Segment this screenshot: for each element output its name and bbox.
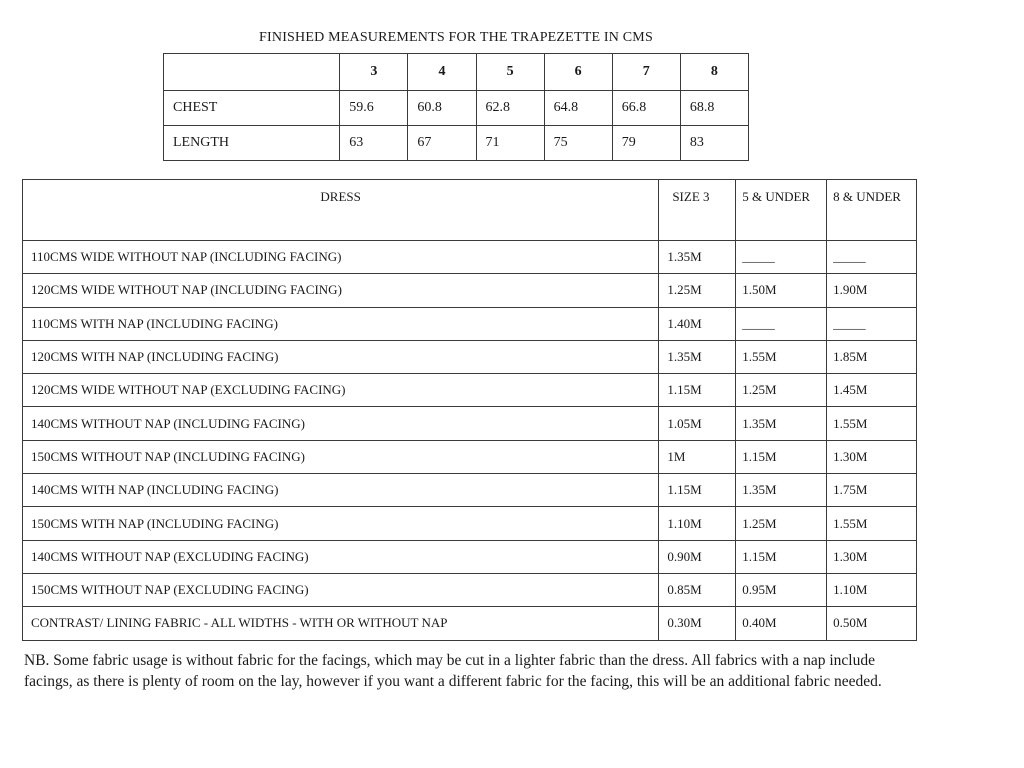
- table-row: [23, 507, 917, 540]
- fabric-note: NB. Some fabric usage is without fabric for the facings, which may be cut in a lighter fabric than the dress. All fabrics with a nap include facings, as there is plenty of room on the lay, however if you want a different fabric for the facing, this will be an additional fabric needed.: [24, 652, 882, 690]
- size-header-6: 6: [544, 54, 612, 91]
- fabric-description: 150CMS WITH NAP (INCLUDING FACING): [23, 507, 659, 540]
- table-cell: 79: [612, 126, 680, 161]
- table-cell: 68.8: [680, 91, 748, 126]
- measurements-table: [163, 53, 749, 161]
- eight-and-under-amount: 1.45M: [827, 374, 917, 407]
- fabric-description: 150CMS WITHOUT NAP (INCLUDING FACING): [23, 440, 659, 473]
- table-row: [23, 407, 917, 440]
- five-and-under-amount: 1.35M: [736, 474, 827, 507]
- five-and-under-amount: 1.25M: [736, 507, 827, 540]
- five-and-under-amount: 1.35M: [736, 407, 827, 440]
- size-3-amount: 1.35M: [659, 241, 736, 274]
- size-3-amount: 1M: [659, 440, 736, 473]
- eight-and-under-amount: 1.85M: [827, 340, 917, 373]
- size-3-amount: 0.30M: [659, 607, 736, 640]
- row-label: LENGTH: [164, 126, 340, 161]
- measurements-header-row: [164, 54, 749, 91]
- eight-and-under-amount: 1.10M: [827, 573, 917, 606]
- fabric-requirements-table: [22, 179, 917, 641]
- fabric-description: 140CMS WITHOUT NAP (EXCLUDING FACING): [23, 540, 659, 573]
- dress-header: DRESS: [23, 180, 659, 241]
- table-cell: 60.8: [408, 91, 476, 126]
- five-and-under-amount: _____: [736, 241, 827, 274]
- eight-and-under-amount: 1.55M: [827, 507, 917, 540]
- table-row: [23, 274, 917, 307]
- measurements-row-chest: [164, 91, 749, 126]
- fabric-header-row: [23, 180, 917, 241]
- fabric-description: CONTRAST/ LINING FABRIC - ALL WIDTHS - WITH OR WITHOUT NAP: [23, 607, 659, 640]
- table-cell: 63: [340, 126, 408, 161]
- measurements-title: FINISHED MEASUREMENTS FOR THE TRAPEZETTE IN CMS: [259, 30, 653, 45]
- five-and-under-amount: 0.40M: [736, 607, 827, 640]
- eight-and-under-amount: 1.55M: [827, 407, 917, 440]
- fabric-description: 110CMS WIDE WITHOUT NAP (INCLUDING FACING): [23, 241, 659, 274]
- size-3-header: SIZE 3: [659, 180, 736, 241]
- table-cell: 59.6: [340, 91, 408, 126]
- table-row: [23, 573, 917, 606]
- table-cell: 67: [408, 126, 476, 161]
- size-3-amount: 0.90M: [659, 540, 736, 573]
- size-header-4: 4: [408, 54, 476, 91]
- size-header-5: 5: [476, 54, 544, 91]
- size-3-amount: 0.85M: [659, 573, 736, 606]
- size-header-7: 7: [612, 54, 680, 91]
- table-row: [23, 374, 917, 407]
- table-cell: 71: [476, 126, 544, 161]
- five-and-under-amount: 1.15M: [736, 440, 827, 473]
- table-row: [23, 607, 917, 640]
- table-row: [23, 307, 917, 340]
- fabric-description: 120CMS WITH NAP (INCLUDING FACING): [23, 340, 659, 373]
- eight-and-under-amount: 1.30M: [827, 540, 917, 573]
- fabric-description: 140CMS WITH NAP (INCLUDING FACING): [23, 474, 659, 507]
- table-cell: 62.8: [476, 91, 544, 126]
- size-header-3: 3: [340, 54, 408, 91]
- table-cell: 64.8: [544, 91, 612, 126]
- table-row: [23, 540, 917, 573]
- table-cell: 66.8: [612, 91, 680, 126]
- eight-and-under-amount: 1.75M: [827, 474, 917, 507]
- eight-and-under-amount: 0.50M: [827, 607, 917, 640]
- size-3-amount: 1.10M: [659, 507, 736, 540]
- eight-and-under-amount: 1.30M: [827, 440, 917, 473]
- fabric-description: 140CMS WITHOUT NAP (INCLUDING FACING): [23, 407, 659, 440]
- five-and-under-amount: 1.55M: [736, 340, 827, 373]
- eight-and-under-header: 8 & UNDER: [827, 180, 917, 241]
- size-3-amount: 1.15M: [659, 374, 736, 407]
- fabric-description: 120CMS WIDE WITHOUT NAP (INCLUDING FACING): [23, 274, 659, 307]
- size-3-amount: 1.15M: [659, 474, 736, 507]
- measurements-corner-cell: [164, 54, 340, 91]
- fabric-description: 110CMS WITH NAP (INCLUDING FACING): [23, 307, 659, 340]
- fabric-description: 150CMS WITHOUT NAP (EXCLUDING FACING): [23, 573, 659, 606]
- eight-and-under-amount: 1.90M: [827, 274, 917, 307]
- size-3-amount: 1.05M: [659, 407, 736, 440]
- five-and-under-amount: 0.95M: [736, 573, 827, 606]
- size-3-amount: 1.35M: [659, 340, 736, 373]
- five-and-under-amount: _____: [736, 307, 827, 340]
- table-row: [23, 340, 917, 373]
- eight-and-under-amount: _____: [827, 307, 917, 340]
- five-and-under-header: 5 & UNDER: [736, 180, 827, 241]
- table-row: [23, 474, 917, 507]
- five-and-under-amount: 1.15M: [736, 540, 827, 573]
- measurements-row-length: [164, 126, 749, 161]
- five-and-under-amount: 1.25M: [736, 374, 827, 407]
- eight-and-under-amount: _____: [827, 241, 917, 274]
- five-and-under-amount: 1.50M: [736, 274, 827, 307]
- table-cell: 83: [680, 126, 748, 161]
- size-3-amount: 1.40M: [659, 307, 736, 340]
- size-3-amount: 1.25M: [659, 274, 736, 307]
- row-label: CHEST: [164, 91, 340, 126]
- size-header-8: 8: [680, 54, 748, 91]
- table-row: [23, 241, 917, 274]
- table-row: [23, 440, 917, 473]
- table-cell: 75: [544, 126, 612, 161]
- fabric-description: 120CMS WIDE WITHOUT NAP (EXCLUDING FACING): [23, 374, 659, 407]
